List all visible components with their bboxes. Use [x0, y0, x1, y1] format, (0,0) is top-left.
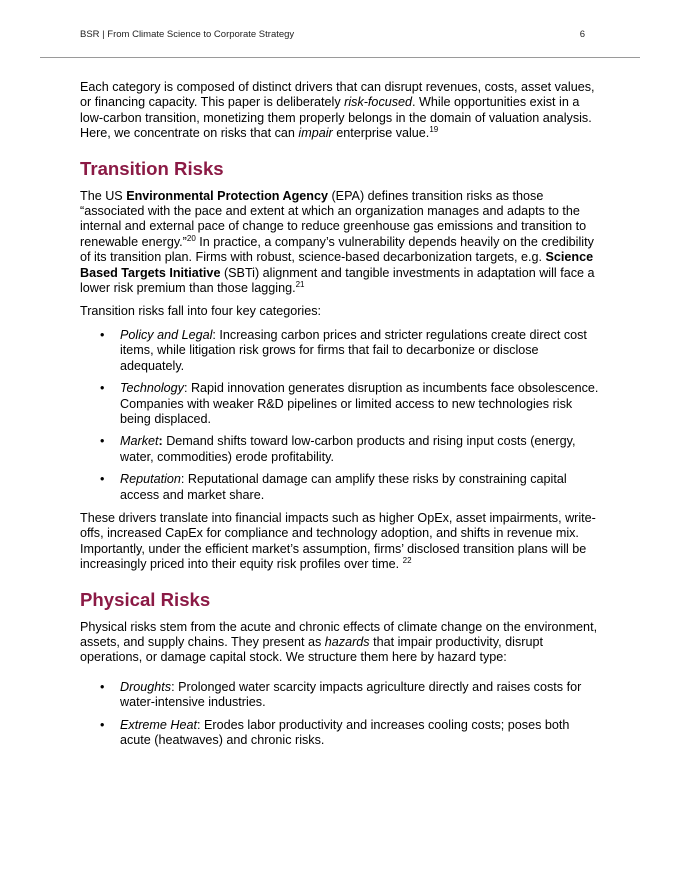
intro-paragraph [80, 80, 602, 142]
list-item [80, 472, 602, 503]
physical-risk-list [80, 680, 602, 749]
page-header [80, 29, 585, 40]
transition-p2-text: These drivers translate into financial impacts such as higher OpEx, asset impairments, write-offs, increased CapEx for compliance and technology adoption, and shifts in revenue mix. Importantly, under the efficient market’s assumption, firms’ disclosed transition plans will be increasingly priced into their equity risk profiles over time. [80, 510, 596, 572]
list-item [80, 680, 602, 711]
list-item [80, 434, 602, 465]
bullet-icon: • [100, 381, 105, 396]
transition-p1-text-3: In practice, a company’s vulnerability depends heavily on the credibility of its transition plan. Firms with robust, science-based decarbonization targets, e.g. [80, 234, 594, 265]
list-item-term: Reputation [120, 472, 181, 487]
list-item-term: Extreme Heat [120, 717, 197, 732]
bullet-icon: • [100, 327, 105, 342]
intro-text-2: . While opportunities exist in a low-carbon transition, monetizing them properly belongs in the domain of valuation analysis. Here, we concentrate on risks that can [80, 95, 592, 141]
list-item-text: : Reputational damage can amplify these risks by constraining capital access and market share. [120, 472, 567, 502]
transition-p1-text-1: The US [80, 188, 127, 203]
physical-p1-text-2: that impair productivity, disrupt operations, or damage capital stock. We structure them here by hazard type: [80, 634, 543, 665]
list-item-term: Technology [120, 381, 184, 396]
transition-risks-heading: Transition Risks [80, 157, 224, 179]
intro-text-1: Each category is composed of distinct drivers that can disrupt revenues, costs, asset values, or financing capacity. This paper is deliberately [80, 80, 595, 110]
list-item-text: : Erodes labor productivity and increases cooling costs; poses both acute (heatwaves) and chronic risks. [120, 717, 570, 747]
header-divider [40, 57, 640, 58]
footnote-ref-22[interactable]: 22 [402, 555, 412, 565]
physical-risks-heading: Physical Risks [80, 588, 211, 610]
transition-list-intro: Transition risks fall into four key categories: [80, 304, 322, 319]
transition-paragraph-2 [80, 511, 602, 573]
list-item [80, 328, 602, 374]
list-item [80, 381, 602, 427]
list-item [80, 718, 602, 749]
list-item-term: Market [120, 434, 159, 449]
sbti-bold: Science Based Targets Initiative [80, 250, 594, 280]
running-title: BSR | From Climate Science to Corporate Strategy [80, 29, 295, 40]
page-body [80, 80, 602, 756]
intro-emphasis-risk-focused: risk-focused [344, 95, 413, 110]
footnote-ref-19[interactable]: 19 [429, 125, 439, 135]
footnote-ref-21[interactable]: 21 [295, 279, 305, 289]
list-item-term: Policy and Legal [120, 327, 213, 342]
transition-p1-text-2: (EPA) defines transition risks as those “associated with the pace and extent at which an organization manages and adapts to the internal and external pace of change to reduce greenhouse gas emissions and transition to renewable energy.” [80, 188, 587, 249]
physical-paragraph-1 [80, 620, 602, 666]
list-item-text: : Prolonged water scarcity impacts agriculture directly and raises costs for water-intensive industries. [120, 679, 582, 710]
transition-risk-list [80, 328, 602, 503]
bullet-icon: • [100, 679, 105, 694]
list-item-term: Droughts [120, 679, 172, 694]
transition-paragraph-1 [80, 189, 602, 297]
list-item-text: : Rapid innovation generates disruption as incumbents face obsolescence. Companies with weaker R&D pipelines or limited access to new technologies risk being displaced. [120, 381, 599, 426]
list-item-text: Demand shifts toward low-carbon products and rising input costs (energy, water, commodities) erode profitability. [120, 434, 576, 464]
intro-emphasis-impair: impair [298, 126, 333, 141]
list-item-colon: : [158, 434, 163, 449]
intro-text-3: enterprise value. [332, 126, 430, 141]
bullet-icon: • [100, 472, 105, 487]
bullet-icon: • [100, 434, 105, 449]
bullet-icon: • [100, 717, 105, 732]
physical-p1-text-1: Physical risks stem from the acute and chronic effects of climate change on the environment, assets, and supply chains. They present as [80, 619, 598, 649]
hazards-emphasis: hazards [324, 634, 370, 649]
list-item-text: : Increasing carbon prices and stricter regulations create direct cost items, while litigation risk grows for firms that fail to decarbonize or disclose adequately. [120, 327, 587, 373]
footnote-ref-20[interactable]: 20 [186, 233, 196, 243]
transition-p1-text-4: (SBTi) alignment and tangible investments in adaptation will face a lower risk premium than those lagging. [80, 265, 595, 296]
page-number: 6 [579, 29, 585, 40]
epa-bold: Environmental Protection Agency [126, 188, 328, 203]
